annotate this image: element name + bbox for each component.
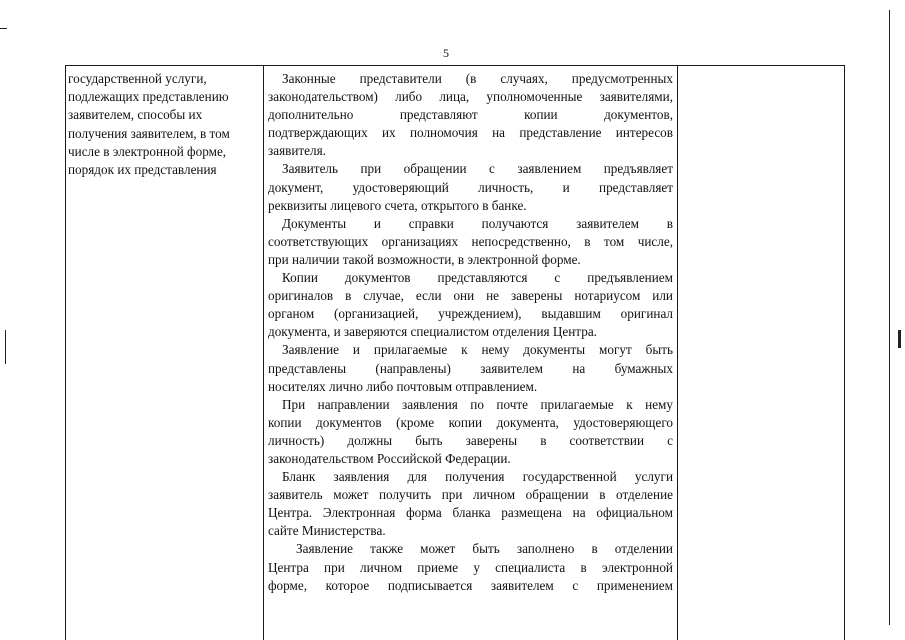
paragraph-line: оригиналов в случае, если они не заверены нотариусом или — [268, 288, 673, 304]
paragraph-applicant-identity — [268, 160, 673, 214]
paragraph-line: Законные представители (в случаях, предусмотренных — [282, 71, 673, 86]
scan-artifact-right-edge-thick — [898, 330, 901, 348]
paragraph-line: сайте Министерства. — [268, 523, 386, 539]
paragraph-line: При направлении заявления по почте прилагаемые к нему — [282, 396, 673, 412]
paragraph-line: реквизиты лицевого счета, открытого в банке. — [268, 197, 527, 213]
paragraph-line: Заявитель при обращении с заявлением предъявляет — [282, 161, 673, 177]
table-top-border — [65, 65, 845, 66]
paragraph-line: заявителя. — [268, 143, 326, 159]
table-cell-left — [68, 70, 258, 179]
page-number: 5 — [443, 46, 449, 60]
paragraph-line: соответствующих организациях непосредственно, в том числе, — [268, 233, 673, 249]
paragraph-line: документа, и заверяются специалистом отделения Центра. — [268, 324, 597, 340]
paragraph-line: Заявление также может быть заполнено в отделении — [296, 541, 673, 557]
table-cell-middle — [268, 70, 673, 595]
table-right-border — [844, 65, 845, 640]
paragraph-submission-paper — [268, 341, 673, 395]
paragraph-document-copies — [268, 269, 673, 341]
paragraph-line: документ, удостоверяющий личность, и представляет — [268, 179, 673, 195]
paragraph-line: Центра. Электронная форма бланка размещена на официальном — [268, 505, 673, 521]
left-cell-line: государственной услуги, — [68, 71, 207, 86]
paragraph-line: Документы и справки получаются заявителем в — [282, 215, 673, 231]
paragraph-line: дополнительно представляют копии документов, — [268, 107, 673, 123]
column-divider-1 — [263, 65, 264, 640]
left-cell-line: числе в электронной форме, — [68, 143, 227, 159]
paragraph-documents-obtained — [268, 215, 673, 269]
paragraph-application-form — [268, 468, 673, 540]
left-cell-line: заявителем, способы их — [68, 107, 203, 123]
column-divider-2 — [677, 65, 678, 640]
paragraph-line: заявитель может получить при личном обращении в отделение — [268, 487, 673, 503]
table-left-border — [65, 65, 66, 640]
paragraph-line: подтверждающих их полномочия на представление интересов — [268, 125, 673, 141]
paragraph-line: Бланк заявления для получения государственной услуги — [282, 469, 673, 485]
paragraph-electronic-filling — [268, 540, 673, 594]
paragraph-line: Центра при личном приеме у специалиста в электронной — [268, 559, 673, 575]
left-cell-line: порядок их представления — [68, 162, 217, 178]
paragraph-line: представлены (направлены) заявителем на бумажных — [268, 360, 673, 376]
paragraph-line: личность) должны быть заверены в соответствии с — [268, 432, 673, 448]
left-cell-line: получения заявителем, в том — [68, 125, 230, 141]
paragraph-line: форме, которое подписывается заявителем с применением — [268, 577, 673, 593]
scan-artifact-left-edge — [5, 330, 6, 364]
paragraph-line: Копии документов представляются с предъявлением — [282, 270, 673, 286]
paragraph-line: копии документов (кроме копии документа, удостоверяющего — [268, 414, 673, 430]
paragraph-line: органом (организацией, учреждением), выдавшим оригинал — [268, 306, 673, 322]
paragraph-line: Заявление и прилагаемые к нему документы могут быть — [282, 342, 673, 358]
paragraph-line: законодательством) либо лица, уполномоченные заявителями, — [268, 89, 673, 105]
scan-artifact-top-left — [0, 28, 7, 29]
paragraph-line: носителях лично либо почтовым отправлением. — [268, 378, 538, 394]
paragraph-legal-representatives — [268, 70, 673, 160]
paragraph-line: законодательством Российской Федерации. — [268, 450, 511, 466]
paragraph-postal-submission — [268, 396, 673, 468]
scan-artifact-right-edge — [889, 10, 890, 625]
paragraph-line: при наличии такой возможности, в электронной форме. — [268, 251, 581, 267]
left-cell-line: подлежащих представлению — [68, 89, 229, 105]
